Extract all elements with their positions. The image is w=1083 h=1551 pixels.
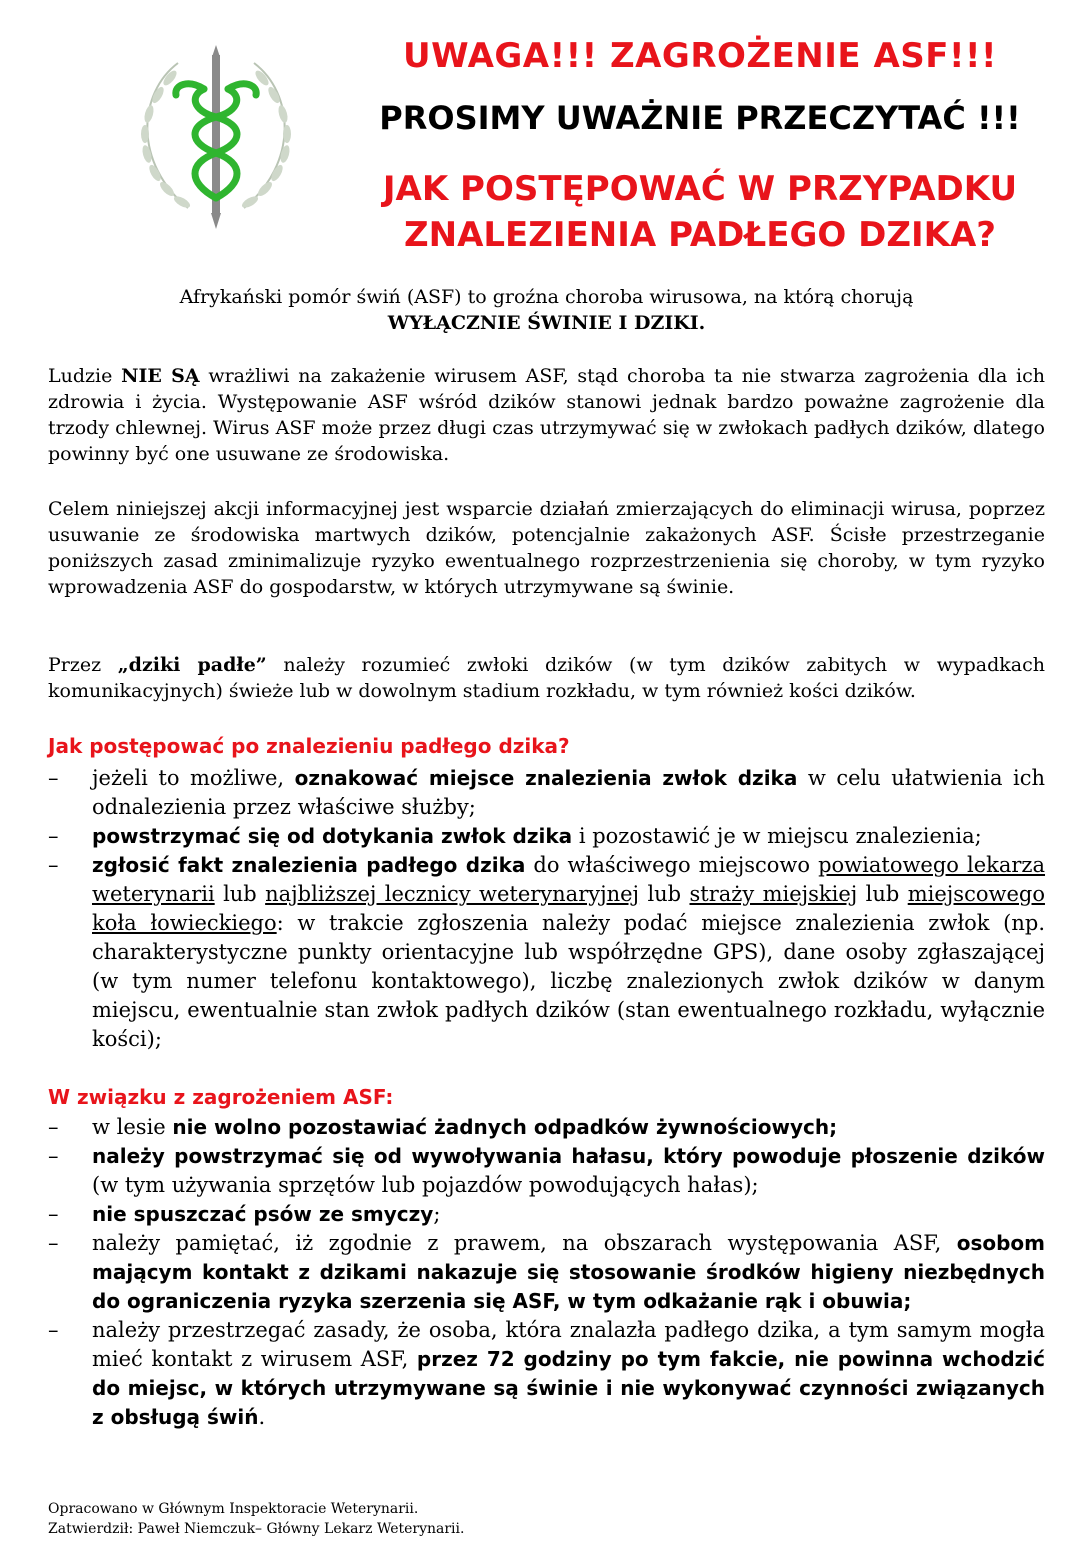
main-question-line2: ZNALEZIENIA PADŁEGO DZIKA? — [403, 215, 997, 255]
item-text: do właściwego miejscowo — [525, 853, 819, 877]
dash-bullet: – — [48, 853, 59, 877]
main-question-heading — [320, 166, 1080, 258]
para1-emphasis: NIE SĄ — [121, 365, 200, 387]
list-item — [48, 764, 1045, 822]
found-boar-instructions-list — [48, 764, 1045, 1054]
intro-line1: Afrykański pomór świń (ASF) to groźna choroba wirusowa, na którą chorują — [179, 286, 914, 308]
item-emphasis: osobom mającym kontakt z dzikami nakazuje się stosowanie środków higieny niezbędnych do ograniczenia ryzyka szerzenia się ASF, w tym odkażanie rąk i obuwia; — [92, 1231, 1045, 1313]
paragraph-humans-safe — [48, 363, 1045, 467]
intro-paragraph — [48, 284, 1045, 336]
contact-nearest-clinic: najbliższej lecznicy weterynaryjnej — [265, 882, 640, 906]
list-item — [48, 1316, 1045, 1432]
item-emphasis: powstrzymać się od dotykania zwłok dzika — [92, 824, 573, 848]
dash-bullet: – — [48, 1115, 59, 1139]
item-text: . — [258, 1405, 266, 1429]
paragraph-campaign-goal: Celem niniejszej akcji informacyjnej jest wsparcie działań zmierzających do eliminacji wirusa, poprzez usuwanie ze środowiska martwych dzików, potencjalnie zakażonych ASF. Ścisłe przestrzeganie poniższych zasad zminimalizuje ryzyko ewentualnego rozprzestrzenienia się choroby, w tym ryzyko wprowadzenia ASF do gospodarstw, w których utrzymywane są świnie. — [48, 498, 1045, 598]
item-text: w lesie — [92, 1115, 173, 1139]
section-heading-found-boar: Jak postępować po znalezieniu padłego dzika? — [48, 734, 570, 758]
warning-title: UWAGA!!! ZAGROŻENIE ASF!!! — [402, 36, 998, 76]
contact-city-guard: straży miejskiej — [689, 882, 858, 906]
dash-bullet: – — [48, 1202, 59, 1226]
item-text: należy pamiętać, iż zgodnie z prawem, na obszarach występowania ASF, — [92, 1231, 957, 1255]
item-text: ; — [433, 1202, 441, 1226]
contact-hunting-club: miejscowego koła łowieckiego — [92, 882, 1045, 935]
item-text: : w trakcie zgłoszenia należy podać miejsce znalezienia zwłok (np. charakterystyczne punkty orientacyjne lub współrzędne GPS), dane osoby zgłaszającej (w tym numer telefonu kontaktowego), liczbę znalezionych zwłok dzików w danym miejscu, ewentualnie stan zwłok padłych dzików (stan ewentualnego rozkładu, wyłącznie kości); — [92, 911, 1045, 1051]
item-text: w celu ułatwienia ich odnalezienia przez właściwe służby; — [92, 766, 1045, 819]
section-heading-asf-threat: W związku z zagrożeniem ASF: — [48, 1085, 394, 1109]
footer-prepared-by: Opracowano w Głównym Inspektoracie Weterynarii. — [48, 1501, 419, 1517]
intro-line2: WYŁĄCZNIE ŚWINIE I DZIKI. — [387, 312, 706, 334]
para3-text-c: należy rozumieć zwłoki dzików (w tym dzików zabitych w wypadkach komunikacyjnych) świeże lub w dowolnym stadium rozkładu, w tym również kości dzików. — [48, 654, 1046, 702]
veterinary-inspection-emblem-icon — [118, 33, 314, 229]
asf-threat-rules-list — [48, 1113, 1045, 1432]
item-text: lub — [639, 882, 690, 906]
read-carefully-subtitle: PROSIMY UWAŻNIE PRZECZYTAĆ !!! — [379, 99, 1021, 137]
dash-bullet: – — [48, 1144, 59, 1168]
item-emphasis: nie spuszczać psów ze smyczy — [92, 1202, 434, 1226]
para3-text-a: Przez — [48, 654, 118, 676]
footer — [48, 1499, 464, 1539]
dash-bullet: – — [48, 824, 59, 848]
footer-approved-by: Zatwierdził: Paweł Niemczuk– Główny Lekarz Weterynarii. — [48, 1521, 465, 1537]
item-text: należy przestrzegać zasady, że osoba, która znalazła padłego dzika, a tym samym mogła mieć kontakt z wirusem ASF, — [92, 1318, 1045, 1371]
para1-text-a: Ludzie — [48, 365, 122, 387]
para3-term: „dziki padłe” — [117, 654, 267, 676]
list-item — [48, 1200, 1045, 1229]
contact-county-vet: powiatowego lekarza weterynarii — [92, 853, 1046, 906]
paragraph-definition — [48, 652, 1045, 704]
item-text: lub — [214, 882, 266, 906]
list-item — [48, 1142, 1045, 1200]
item-emphasis: zgłosić fakt znalezienia padłego dzika — [92, 853, 526, 877]
main-question-line1: JAK POSTĘPOWAĆ W PRZYPADKU — [382, 169, 1018, 209]
item-emphasis: nie wolno pozostawiać żadnych odpadków żywnościowych; — [172, 1115, 838, 1139]
dash-bullet: – — [48, 1318, 59, 1342]
list-item — [48, 1113, 1045, 1142]
item-text: lub — [857, 882, 908, 906]
item-text: i pozostawić je w miejscu znalezienia; — [572, 824, 982, 848]
list-item — [48, 822, 1045, 851]
dash-bullet: – — [48, 766, 59, 790]
list-item — [48, 1229, 1045, 1316]
dash-bullet: – — [48, 1231, 59, 1255]
item-emphasis: należy powstrzymać się od wywoływania hałasu, który powoduje płoszenie dzików — [92, 1144, 1045, 1168]
para1-text-c: wrażliwi na zakażenie wirusem ASF, stąd choroba ta nie stwarza zagrożenia dla ich zdrowia i życia. Występowanie ASF wśród dzików stanowi jednak bardzo poważne zagrożenie dla trzody chlewnej. Wirus ASF może przez długi czas utrzymywać się w zwłokach padłych dzików, dlatego powinny być one usuwane ze środowiska. — [48, 365, 1045, 465]
item-emphasis: przez 72 godziny po tym fakcie, nie powinna wchodzić do miejsc, w których utrzymywane są świnie i nie wykonywać czynności związanych z obsługą świń — [92, 1347, 1045, 1429]
item-emphasis: oznakować miejsce znalezienia zwłok dzika — [294, 766, 798, 790]
item-text: jeżeli to możliwe, — [92, 766, 295, 790]
item-text: (w tym używania sprzętów lub pojazdów powodujących hałas); — [92, 1173, 759, 1197]
list-item — [48, 851, 1045, 1054]
